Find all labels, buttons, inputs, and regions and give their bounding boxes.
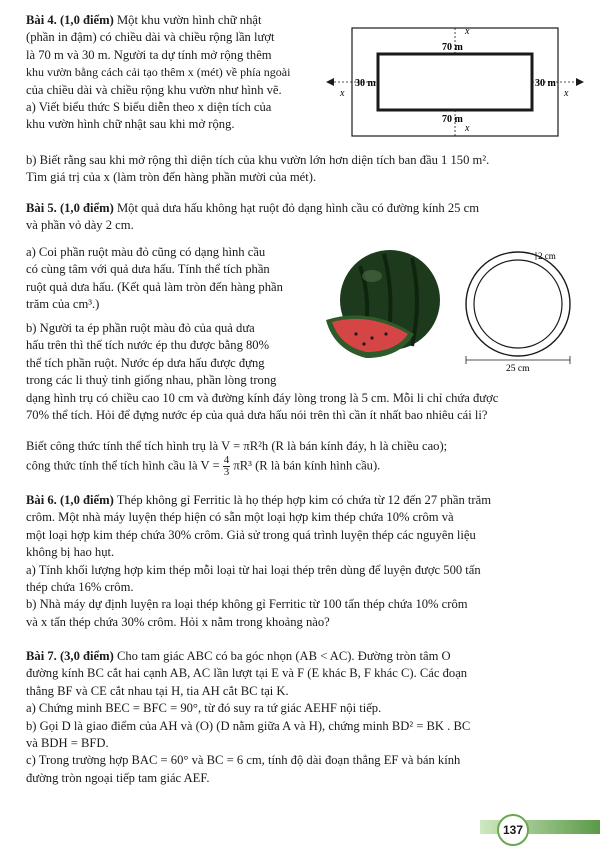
bai5-a [26,244,312,314]
bai5-b-line-3: trong các li thuỷ tinh giống nhau, phần lòng trong [26,373,277,388]
bai4-intro [26,12,316,134]
bai4-a-line-1: khu vườn hình chữ nhật sau khi mở rộng. [26,117,235,132]
bai6-intro-line-3: không bị hao hụt. [26,545,115,560]
thickness-label: 2 cm [538,251,556,261]
bottom-length-label: 70 m [442,114,463,125]
bai4-intro-line-4: của chiều dài và chiều rộng khu vườn như hình vẽ. [26,82,282,97]
bai7-c-line-1: đường tròn ngoại tiếp tam giác AEF. [26,770,210,785]
bai4-intro-line-0: Một khu vườn hình chữ nhật [116,13,262,27]
diameter-label: 25 cm [506,364,530,372]
page-number: 137 [497,814,529,846]
left-x-label: x [340,88,345,99]
watermelon-cross-section [452,246,584,372]
bai6-intro-line-2: một loại hợp kim thép chứa 30% crôm. Giả sử trong quá trình luyện thép các nguyên liệu [26,527,476,542]
inner-circle [474,260,562,348]
bai5-intro [26,200,578,235]
bai5-intro-line-1: và phần vỏ dày 2 cm. [26,218,134,233]
left-width-label: 30 m [355,78,376,89]
bai4-b-line-1: Tìm giá trị của x (làm tròn đến hàng phần mười của mét). [26,170,317,185]
bai5-heading: Bài 5. (1,0 điểm) [26,201,114,215]
bai7-intro-line-1: đường kính BC cắt hai cạnh AB, AC lần lượt tại E và F (E khác B, F khác C). Các đoạn [26,666,468,681]
original-garden-rect [378,54,532,110]
bai7-a-line: a) Chứng minh BEC = BFC = 90°, từ đó suy ra tứ giác AEHF nội tiếp. [26,701,382,716]
bai4-a-line-0: a) Viết biểu thức S biểu diễn theo x diện tích của [26,100,272,115]
bai6-intro-line-0: Thép không gỉ Ferritic là họ thép hợp kim có chứa từ 12 đến 27 phần trăm [116,493,491,507]
right-width-label: 30 m [535,78,556,89]
bai5-formula [26,438,578,478]
bai5-b-wrapped [26,320,312,390]
fraction-numerator: 4 [223,454,230,467]
fraction-denominator: 3 [223,466,230,479]
bai6-intro-line-1: crôm. Một nhà máy luyện thép hiện có sẵn một loại hợp kim thép chứa 10% crôm và [26,510,454,525]
bai5-b-line-1: hấu trên thì thể tích nước ép thu được bằng 80% [26,338,270,353]
garden-figure [326,12,584,152]
bai6-heading: Bài 6. (1,0 điểm) [26,493,114,507]
outer-circle [466,252,570,356]
bai7-b-line-0: b) Gọi D là giao điểm của AH và (O) (D nằm giữa A và H), chứng minh BD² = BK . BC [26,718,471,733]
bai5-a-line-1: có cùng tâm với quả dưa hấu. Tính thể tích phần [26,262,270,277]
bai4-heading: Bài 4. (1,0 điểm) [26,13,114,27]
bai7 [26,648,578,787]
bai5-formula-line-1: Biết công thức tính thể tích hình trụ là V = πR²h (R là bán kính đáy, h là chiều cao); [26,439,448,453]
bai5-intro-line-0: Một quả dưa hấu không hạt ruột đỏ dạng hình cầu có đường kính 25 cm [116,201,479,215]
bai5-b-line-2: thể tích phần ruột. Nước ép dưa hấu được đựng [26,355,265,370]
bai6-a-line-0: a) Tính khối lượng hợp kim thép mỗi loại từ hai loại thép trên dùng để luyện được 500 tấn [26,562,481,577]
bai4-b [26,152,578,187]
bai7-c-line-0: c) Trong trường hợp BAC = 60° và BC = 6 cm, tính độ dài đoạn thẳng EF và bán kính [26,753,461,768]
bai5-b-line-4: dạng hình trụ có chiều cao 10 cm và đường kính đáy lòng trong là 5 cm. Mỗi li chỉ chứa được [26,391,499,405]
watermelon-illustration [312,246,452,366]
bai7-heading: Bài 7. (3,0 điểm) [26,649,114,663]
bai5-b-full [26,390,578,425]
bai4-intro-line-3: khu vườn bằng cách cải tạo thêm x (mét) về phía ngoài [26,65,291,80]
bai5-a-line-0: a) Coi phần ruột màu đỏ cũng có dạng hình cầu [26,245,266,259]
bai5-a-line-3: trăm của cm³.) [26,297,100,312]
bai6-a-line-1: thép chứa 16% crôm. [26,580,134,595]
bai5-b-line-0: b) Người ta ép phần ruột màu đỏ của quả dưa [26,321,255,335]
bai5-a-line-2: ruột quả dưa hấu. (Kết quả làm tròn đến hàng phần [26,279,283,294]
top-length-label: 70 m [442,42,463,53]
top-x-label: x [465,26,470,37]
bai5-formula-line-2-post: πR³ (R là bán kính hình cầu). [233,458,381,473]
bai7-b-line-1: và BDH = BFD. [26,736,109,751]
bai6-b-line-1: và x tấn thép chứa 30% crôm. Hỏi x nằm trong khoảng nào? [26,614,330,629]
bai7-intro-line-0: Cho tam giác ABC có ba góc nhọn (AB < AC). Đường tròn tâm O [116,649,451,663]
bai6-b-line-0: b) Nhà máy dự định luyện ra loại thép không gỉ Ferritic từ 100 tấn thép chứa 10% crôm [26,597,468,612]
bai4-intro-line-2: là 70 m và 30 m. Người ta dự tính mở rộng thêm [26,47,272,62]
left-arrow-icon [326,78,334,86]
right-arrow-icon [576,78,584,86]
bottom-x-label: x [465,123,470,134]
bai4-b-line-0: b) Biết rằng sau khi mở rộng thì diện tích của khu vườn lớn hơn diện tích ban đầu 1 150 m². [26,153,490,167]
bai6 [26,492,578,631]
bai5-formula-line-2-pre: công thức tính thể tích hình cầu là V = [26,458,220,473]
bai7-intro-line-2: thẳng BF và CE cắt nhau tại H, tia AH cắt BC tại K. [26,683,289,698]
right-x-label: x [564,88,569,99]
four-thirds-fraction [223,455,231,478]
bai4-intro-line-1: (phần in đậm) có chiều dài và chiều rộng lần lượt [26,30,275,45]
bai5-b-line-5: 70% thể tích. Hỏi để đựng nước ép của quả dưa hấu nói trên thì cần ít nhất bao nhiêu cái li? [26,408,488,423]
